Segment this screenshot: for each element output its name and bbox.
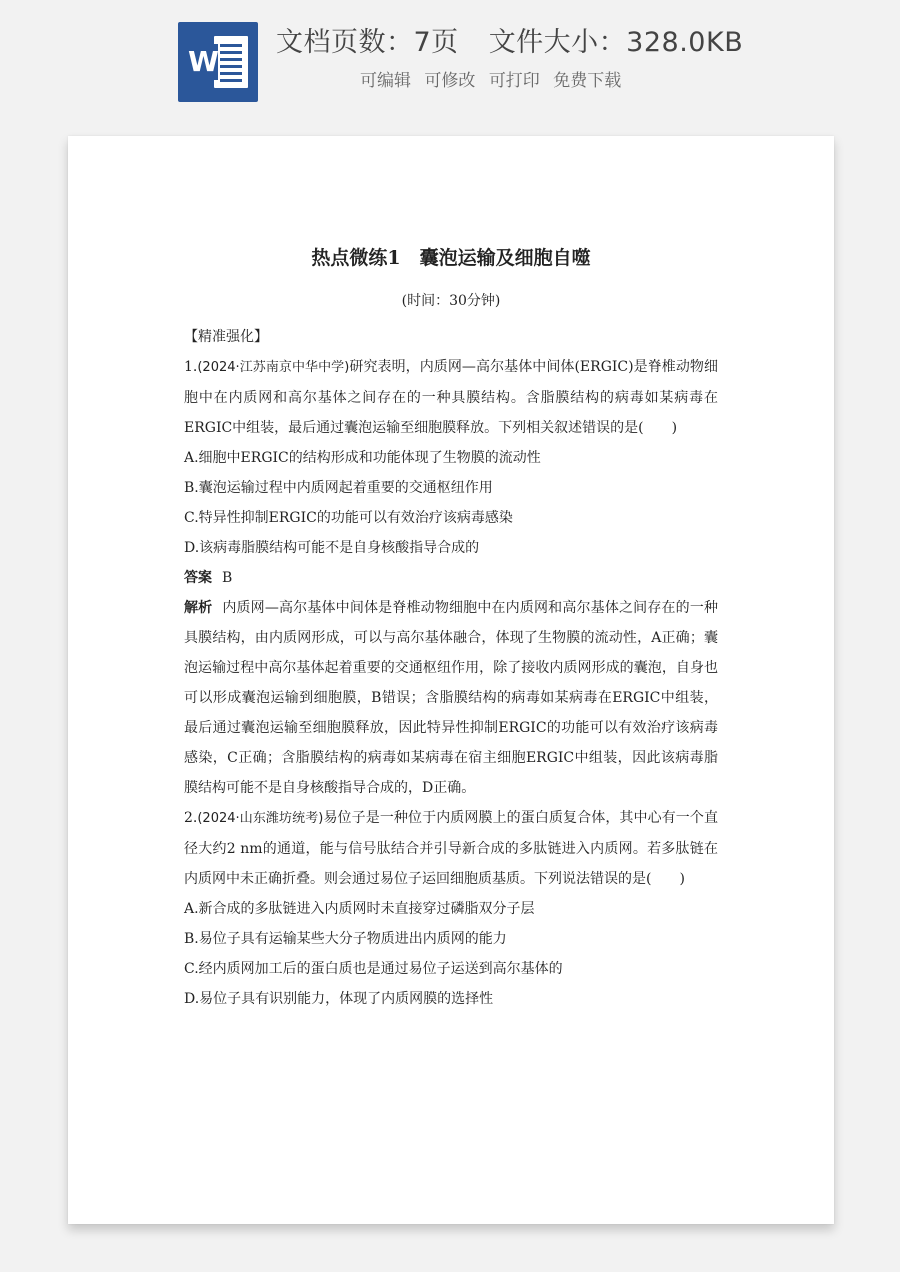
time-note: (时间：30分钟) [401,293,501,309]
document-title: 热点微练1 囊泡运输及细胞自噬 [311,247,591,269]
q2-text: 易位子是一种位于内质网膜上的蛋白质复合体，其中心有一个直径大约2 nm的通道，能与信号肽结合并引导新合成的多肽链进入内质网。若多肽链在内质网中未正确折叠。则会通过易位子运回细胞质基质。下列说法错误的是( ) [184,810,718,887]
q1-option-a: A.细胞中ERGIC的结构形成和功能体现了生物膜的流动性 [184,450,541,466]
feature-free-download: 免费下载 [553,71,622,91]
analysis-label: 解析 [184,600,213,616]
analysis-text: 内质网—高尔基体中间体是脊椎动物细胞中在内质网和高尔基体之间存在的一种具膜结构，由内质网形成，可以与高尔基体融合，体现了生物膜的流动性，A正确；囊泡运输过程中高尔基体起着重要的交通枢纽作用，除了接收内质网形成的囊泡，自身也可以形成囊泡运输到细胞膜，B错误；含脂膜结构的病毒如某病毒在ERGIC中组装，最后通过囊泡运输至细胞膜释放，因此特异性抑制ERGIC的功能可以有效治疗该病毒感染，C正确；含脂膜结构的病毒如某病毒在宿主细胞ERGIC中组装，因此该病毒脂膜结构可能不是自身核酸指导合成的，D正确。 [184,600,719,796]
word-document-icon [178,22,258,102]
q1-answer [184,563,718,593]
q1-option-d: D.该病毒脂膜结构可能不是自身核酸指导合成的 [184,540,480,556]
section-heading: 【精准强化】 [184,329,268,345]
q2-option-a: A.新合成的多肽链进入内质网时未直接穿过磷脂双分子层 [184,901,535,917]
document-content [184,244,718,1014]
feature-modifiable: 可修改 [424,71,476,91]
q2-number: 2. [184,810,198,826]
file-size: 文件大小：328.0KB [488,27,744,58]
q1-option-c: C.特异性抑制ERGIC的功能可以有效治疗该病毒感染 [184,510,513,526]
answer-label: 答案 [184,570,212,586]
word-letter: W [188,45,219,78]
q1-option-b: B.囊泡运输过程中内质网起着重要的交通枢纽作用 [184,480,493,496]
q2-source: (2024·山东潍坊统考) [197,811,324,826]
file-info-banner [0,0,900,120]
file-stats [276,20,743,59]
q2-option-b: B.易位子具有运输某些大分子物质进出内质网的能力 [184,931,507,947]
document-page [68,136,834,1224]
question-1-stem [184,352,718,443]
q2-option-c: C.经内质网加工后的蛋白质也是通过易位子运送到高尔基体的 [184,961,563,977]
page-count: 文档页数：7页 [276,27,459,58]
answer-value: B [222,570,233,586]
q1-source: (2024·江苏南京中华中学) [197,360,350,375]
question-2-stem [184,803,718,894]
q1-number: 1. [184,359,198,375]
q2-option-d: D.易位子具有识别能力，体现了内质网膜的选择性 [184,991,494,1007]
feature-printable: 可打印 [488,71,540,91]
feature-list [360,66,629,91]
q1-analysis [184,593,718,803]
q1-text: 研究表明，内质网—高尔基体中间体(ERGIC)是脊椎动物细胞中在内质网和高尔基体之间存在的一种具膜结构。含脂膜结构的病毒如某病毒在ERGIC中组装，最后通过囊泡运输至细胞膜释放。下列相关叙述错误的是( ) [184,359,718,436]
feature-editable: 可编辑 [360,71,411,91]
